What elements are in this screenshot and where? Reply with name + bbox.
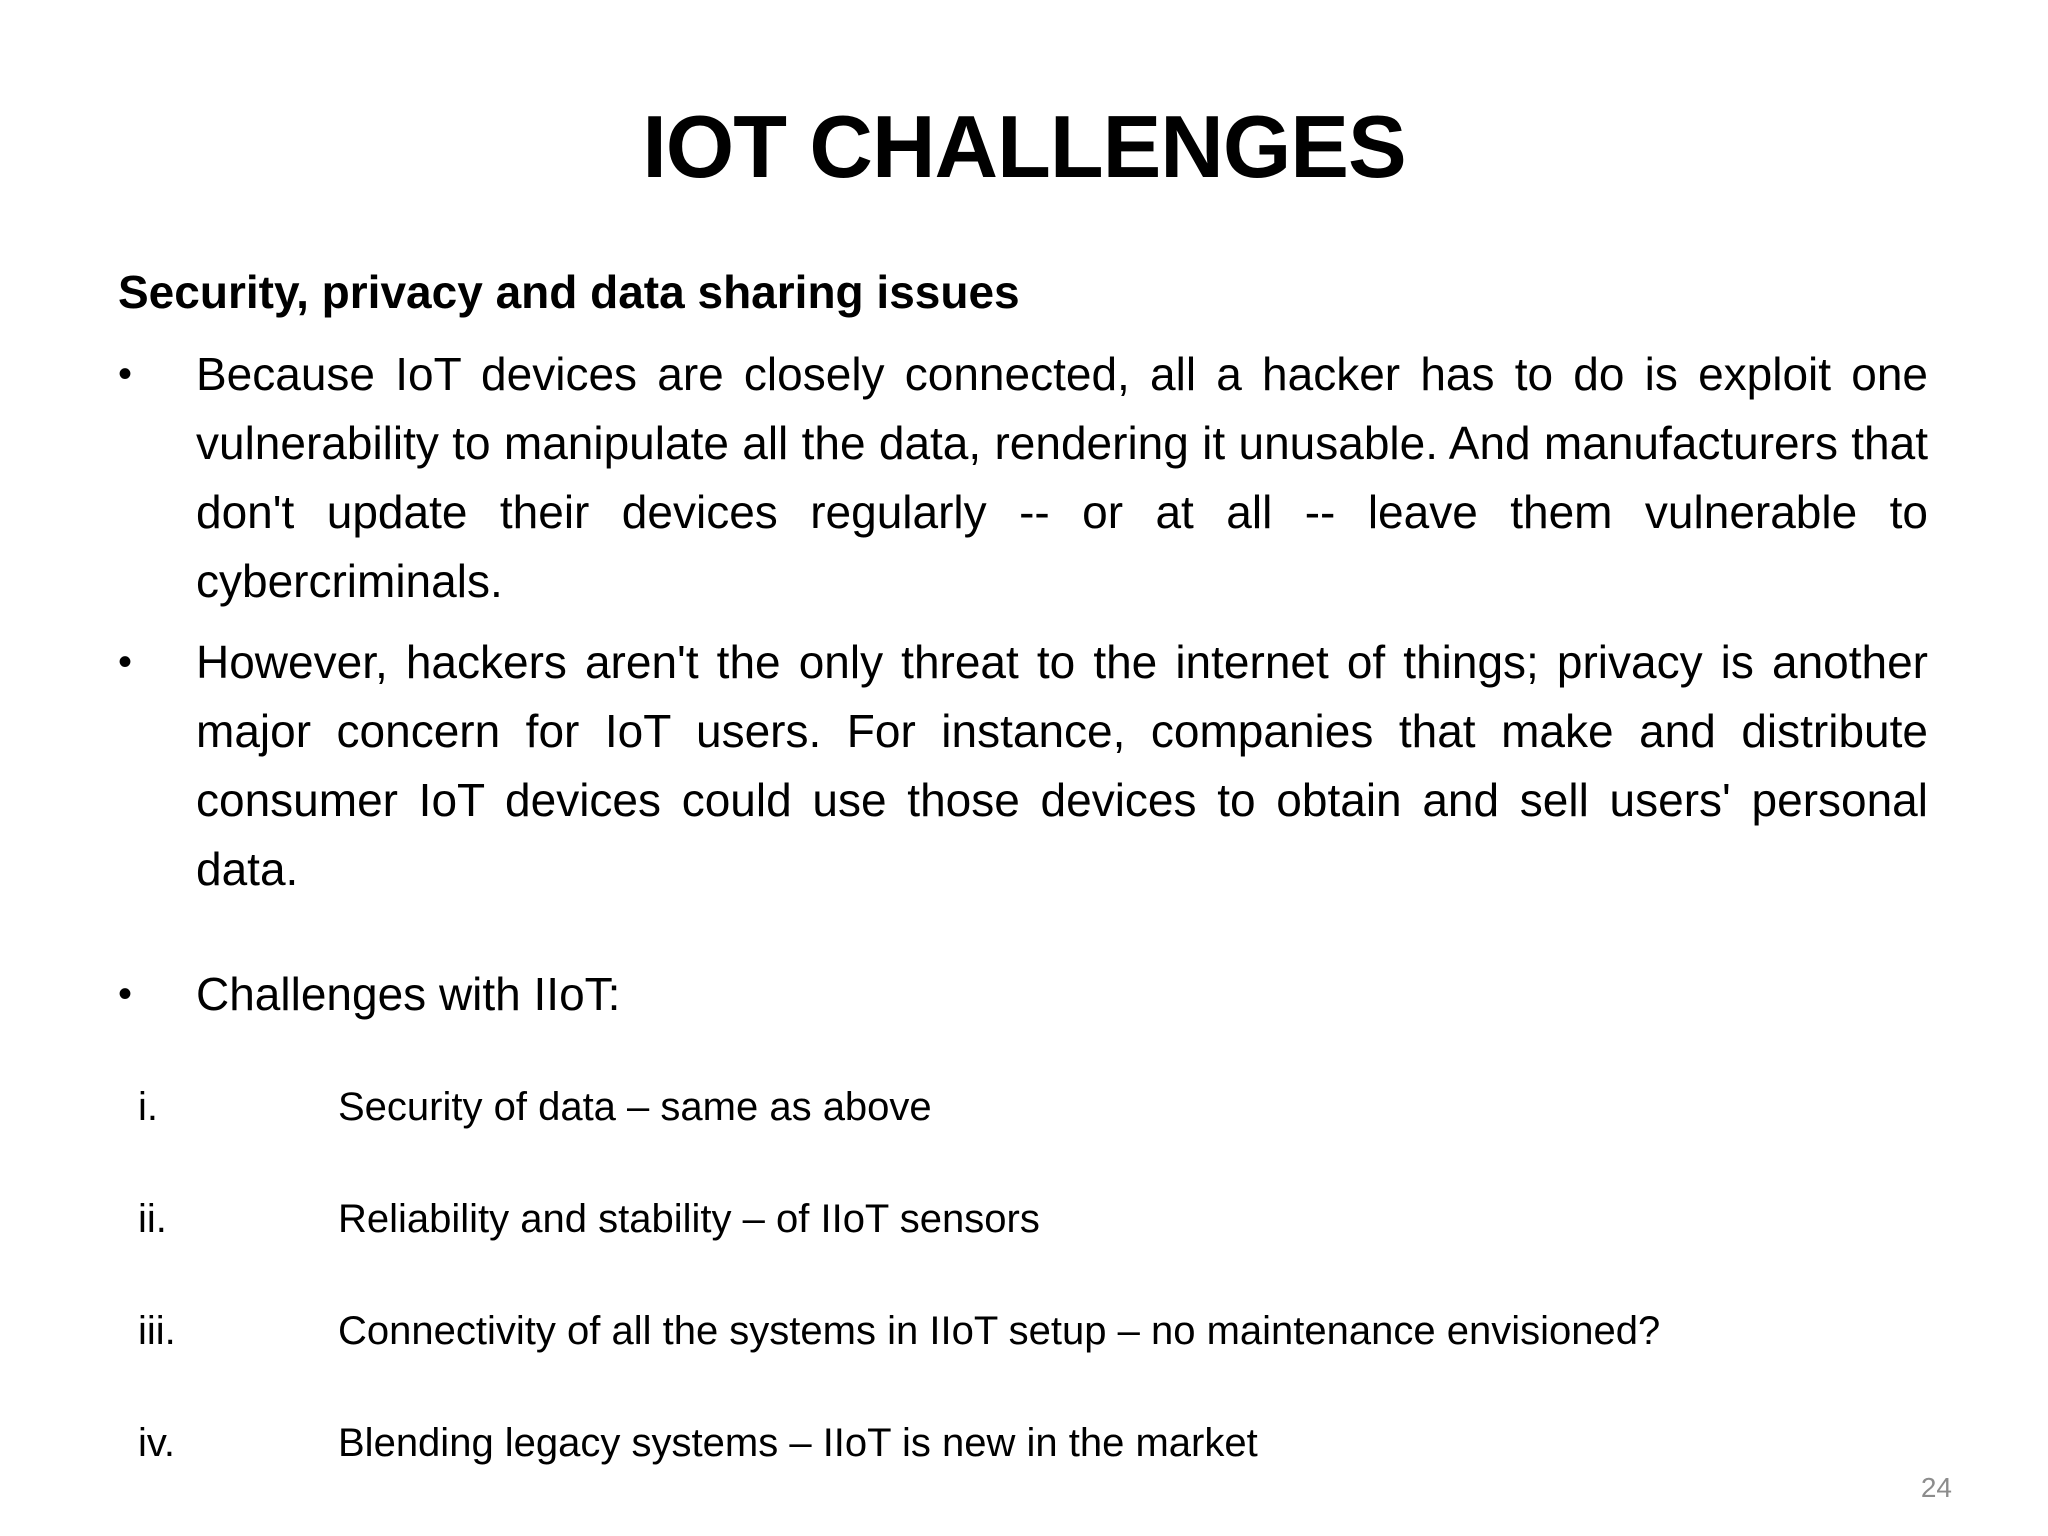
list-item-number: ii. (138, 1197, 167, 1241)
section-subtitle: Security, privacy and data sharing issues (118, 266, 1020, 318)
list-item-number: iii. (138, 1309, 176, 1353)
list-item-number: i. (138, 1085, 158, 1129)
bullet-item (118, 960, 1928, 1029)
slide-title: IOT CHALLENGES (642, 97, 1406, 196)
bullet-text: Because IoT devices are closely connected, all a hacker has to do is exploit one vulnerability to manipulate all the data, rendering it unusable. And manufacturers that don't update their devices regularly -- or at all -- leave them vulnerable to cybercriminals. (196, 348, 1928, 607)
list-item-number: iv. (138, 1421, 176, 1465)
list-item-text: Security of data – same as above (338, 1085, 932, 1129)
list-item-text: Connectivity of all the systems in IIoT setup – no maintenance envisioned? (338, 1309, 1661, 1353)
list-item-text: Blending legacy systems – IIoT is new in the market (338, 1421, 1258, 1465)
bullet-item (118, 340, 1928, 616)
bullet-icon: • (118, 972, 133, 1016)
bullet-icon: • (118, 640, 133, 684)
bullet-text: Challenges with IIoT: (196, 968, 621, 1020)
bullet-icon: • (118, 352, 133, 396)
page-number: 24 (1920, 1472, 1952, 1503)
list-item-text: Reliability and stability – of IIoT sensors (338, 1197, 1040, 1241)
bullet-item (118, 628, 1928, 904)
bullet-text: However, hackers aren't the only threat to the internet of things; privacy is another major concern for IoT users. For instance, companies that make and distribute consumer IoT devices could use those devices to obtain and sell users' personal data. (196, 636, 1928, 895)
